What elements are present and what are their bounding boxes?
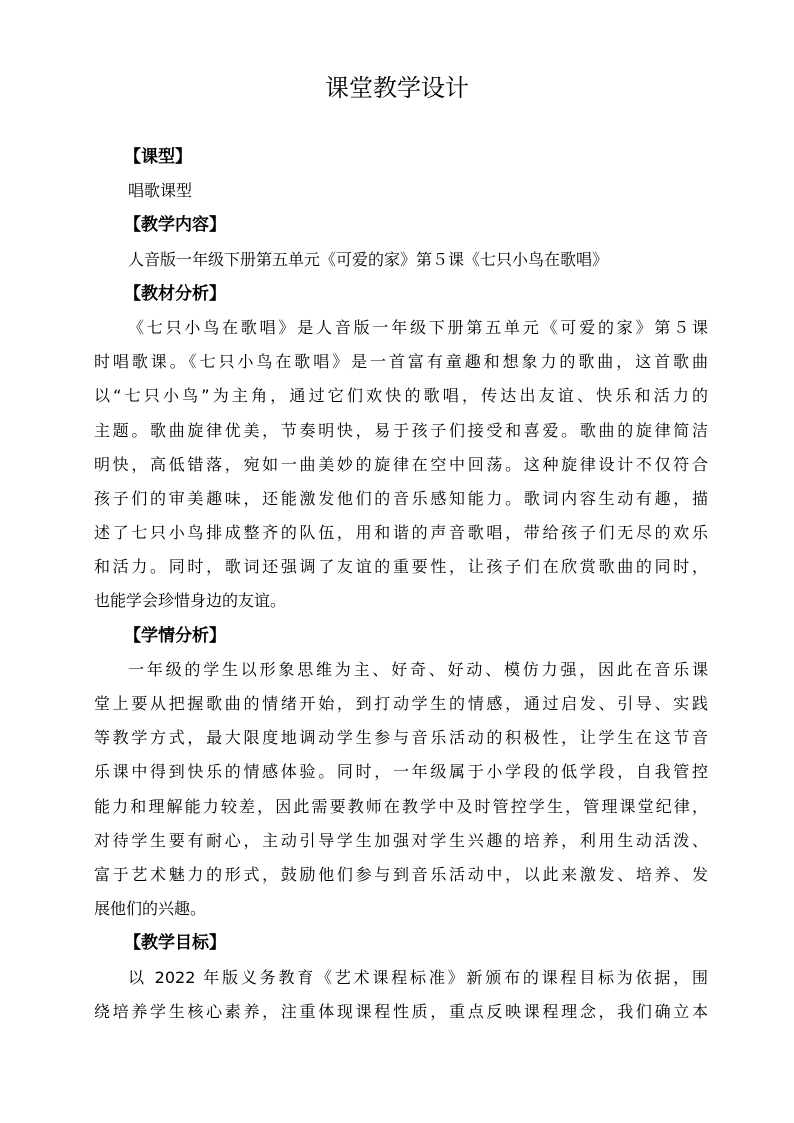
page-title: 课堂教学设计 [325, 74, 469, 102]
paragraph-line: 对待学生要有耐心，主动引导学生加强对学生兴趣的培养，利用生动活泼、 [94, 830, 708, 850]
paragraph-line: 展他们的兴趣。 [94, 899, 207, 919]
paragraph-line: 主题。歌曲旋律优美，节奏明快，易于孩子们接受和喜爱。歌曲的旋律简洁 [94, 420, 708, 440]
paragraph-line: 以 2022 年版义务教育《艺术课程标准》新颁布的课程目标为依据，围 [128, 967, 708, 987]
heading-teaching-content: 【教学内容】 [124, 215, 226, 236]
paragraph-line: 述了七只小鸟排成整齐的队伍，用和谐的声音歌唱，带给孩子们无尽的欢乐 [94, 523, 708, 543]
paragraph-line: 绕培养学生核心素养，注重体现课程性质，重点反映课程理念，我们确立本 [94, 1001, 708, 1021]
heading-material-analysis: 【教材分析】 [124, 283, 226, 304]
paragraph-line: 也能学会珍惜身边的友谊。 [94, 591, 287, 611]
paragraph-line: 孩子们的审美趣味，还能激发他们的音乐感知能力。歌词内容生动有趣，描 [94, 488, 708, 508]
paragraph-line: 和活力。同时，歌词还强调了友谊的重要性，让孩子们在欣赏歌曲的同时， [94, 557, 708, 577]
paragraph-line: 富于艺术魅力的形式，鼓励他们参与到音乐活动中，以此来激发、培养、发 [94, 864, 708, 884]
paragraph-line: 乐课中得到快乐的情感体验。同时，一年级属于小学段的低学段，自我管控 [94, 762, 708, 782]
paragraph-line: 《七只小鸟在歌唱》是人音版一年级下册第五单元《可爱的家》第５课 [128, 317, 708, 337]
paragraph-line: 等教学方式，最大限度地调动学生参与音乐活动的积极性，让学生在这节音 [94, 728, 708, 748]
paragraph-line: 能力和理解能力较差，因此需要教师在教学中及时管控学生，管理课堂纪律， [94, 796, 708, 816]
paragraph-line: 唱歌课型 [128, 181, 193, 201]
heading-student-analysis: 【学情分析】 [124, 625, 226, 646]
document-body [94, 140, 708, 1029]
paragraph-line: 人音版一年级下册第五单元《可爱的家》第５课《七只小鸟在歌唱》 [128, 249, 609, 269]
paragraph-line: 堂上要从把握歌曲的情绪开始，到打动学生的情感，通过启发、引导、实践 [94, 694, 708, 713]
paragraph-line: 明快，高低错落，宛如一曲美妙的旋律在空中回荡。这种旋律设计不仅符合 [94, 454, 708, 474]
paragraph-line: 以“七只小鸟”为主角，通过它们欢快的歌唱，传达出友谊、快乐和活力的 [94, 386, 708, 406]
heading-teaching-goals: 【教学目标】 [124, 933, 226, 954]
paragraph-line: 一年级的学生以形象思维为主、好奇、好动、模仿力强，因此在音乐课 [128, 659, 708, 679]
paragraph-line: 时唱歌课。《七只小鸟在歌唱》是一首富有童趣和想象力的歌曲，这首歌曲 [94, 352, 708, 372]
heading-lesson-type: 【课型】 [124, 147, 192, 167]
